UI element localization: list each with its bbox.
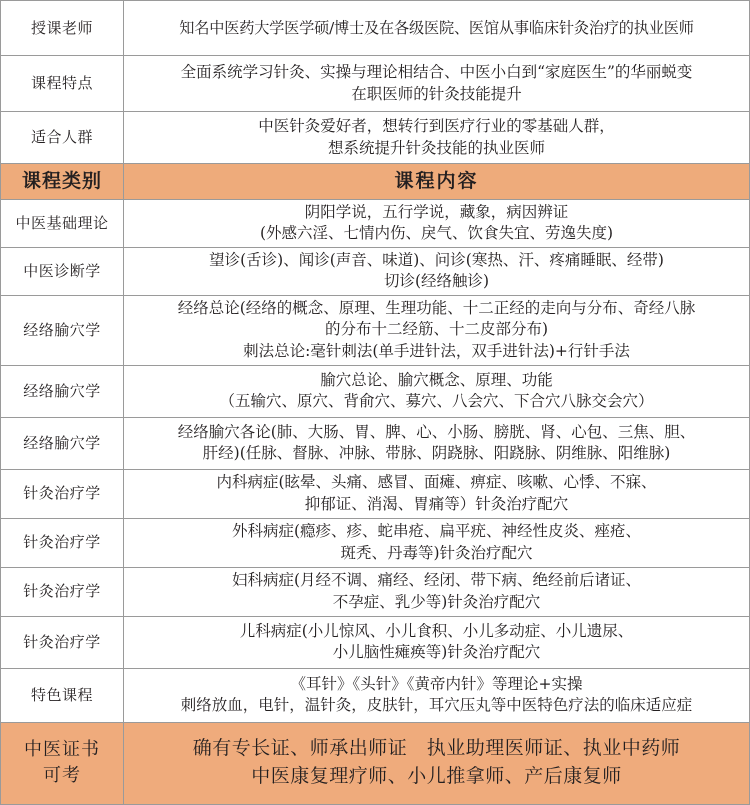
table-row: [1, 616, 750, 668]
row-content-pediatrics: [124, 616, 750, 668]
row-content-features: [124, 56, 750, 112]
row-content-diagnostics: [124, 247, 750, 295]
header-content-label: 课程内容: [124, 164, 750, 200]
content-line: 《耳针》《头针》《黄帝内针》等理论+实操: [290, 674, 583, 693]
table-body: [1, 1, 750, 805]
content-line: (外感六淫、七情内伤、戾气、饮食失宜、劳逸失度): [259, 224, 614, 243]
header-category-label: 课程类别: [1, 164, 124, 200]
row-label-surgery: 针灸治疗学: [1, 518, 124, 567]
content-line: 经络腧穴各论(肺、大肠、胃、脾、心、小肠、膀胱、肾、心包、三焦、胆、: [177, 422, 696, 441]
table-footer-row: [1, 722, 750, 804]
table-row: [1, 668, 750, 722]
row-label-meridian-3: 经络腧穴学: [1, 417, 124, 469]
row-content-surgery: [124, 518, 750, 567]
table-row: [1, 112, 750, 164]
row-label-pediatrics: 针灸治疗学: [1, 616, 124, 668]
footer-content-line: 中医康复理疗师、小儿推拿师、产后康复师: [251, 765, 622, 787]
row-label-teacher: 授课老师: [1, 1, 124, 56]
content-line: 望诊(舌诊)、闻诊(声音、味道)、问诊(寒热、汗、疼痛睡眠、经带): [209, 250, 664, 269]
content-line: 不孕症、乳少等)针灸治疗配穴: [332, 592, 541, 611]
table-row: [1, 518, 750, 567]
table-row: [1, 56, 750, 112]
content-line: 想系统提升针灸技能的执业医师: [327, 138, 545, 157]
row-content-audience: [124, 112, 750, 164]
row-label-meridian-2: 经络腧穴学: [1, 365, 124, 417]
content-line: 切诊(经络触诊): [383, 272, 490, 291]
content-line: 经络总论(经络的概念、原理、生理功能、十二正经的走向与分布、奇经八脉: [177, 298, 696, 317]
row-content-basic-theory: [124, 200, 750, 248]
content-line: 全面系统学习针灸、实操与理论相结合、中医小白到“家庭医生”的华丽蜕变: [180, 63, 693, 82]
row-label-internal-medicine: 针灸治疗学: [1, 469, 124, 518]
row-content-gynecology: [124, 567, 750, 616]
row-label-features: 课程特点: [1, 56, 124, 112]
content-line: 斑秃、丹毒等)针灸治疗配穴: [340, 543, 533, 562]
row-label-gynecology: 针灸治疗学: [1, 567, 124, 616]
footer-label-certificates: [1, 722, 124, 804]
row-label-meridian-1: 经络腧穴学: [1, 295, 124, 365]
content-line: 刺络放血，电针，温针灸，皮肤针，耳穴压丸等中医特色疗法的临床适应症: [180, 696, 693, 714]
content-line: 刺法总论:毫针刺法(单手进针法，双手进针法)+行针手法: [243, 341, 630, 360]
footer-label-line: 中医证书: [24, 738, 100, 760]
content-line: 儿科病症(小儿惊风、小儿食积、小儿多动症、小儿遗尿、: [239, 621, 634, 640]
content-line: 腧穴总论、腧穴概念、原理、功能: [320, 370, 553, 389]
row-content-teacher: [124, 1, 750, 56]
row-label-diagnostics: 中医诊断学: [1, 247, 124, 295]
content-line: 的分布十二经筋、十二皮部分布): [324, 320, 549, 339]
content-line: 外科病症(瘾疹、疹、蛇串疮、扁平疣、神经性皮炎、痤疮、: [231, 522, 642, 541]
row-label-audience: 适合人群: [1, 112, 124, 164]
table-row: [1, 200, 750, 248]
table-row: [1, 247, 750, 295]
content-line: 小儿脑性瘫痪等)针灸治疗配穴: [332, 643, 541, 661]
table-header-row: [1, 164, 750, 200]
row-content-meridian-2: [124, 365, 750, 417]
table-row: [1, 365, 750, 417]
content-line: 妇科病症(月经不调、痛经、经闭、带下病、绝经前后诸证、: [231, 571, 642, 590]
content-line: （五输穴、原穴、背俞穴、募穴、八会穴、下合穴八脉交会穴）: [219, 392, 654, 410]
row-content-special-course: [124, 668, 750, 722]
footer-content-line: 确有专长证、师承出师证 执业助理医师证、执业中药师: [192, 737, 681, 760]
table-row: [1, 469, 750, 518]
table-row: [1, 295, 750, 365]
content-line: 内科病症(眩晕、头痛、感冒、面瘫、痹症、咳嗽、心悸、不寐、: [216, 473, 657, 492]
row-content-internal-medicine: [124, 469, 750, 518]
content-line: 肝经)(任脉、督脉、冲脉、带脉、阴跷脉、阳跷脉、阴维脉、阳维脉): [202, 444, 671, 462]
content-line: 在职医师的针灸技能提升: [351, 84, 522, 103]
footer-label-line: 可考: [43, 765, 81, 786]
footer-content-certificates: [124, 722, 750, 804]
content-line: 阴阳学说，五行学说，藏象，病因辨证: [304, 203, 569, 221]
table-row: [1, 1, 750, 56]
row-label-basic-theory: 中医基础理论: [1, 200, 124, 248]
table-row: [1, 567, 750, 616]
content-line: 抑郁证、消渴、胃痛等）针灸治疗配穴: [304, 494, 569, 513]
content-line: 中医针灸爱好者，想转行到医疗行业的零基础人群，: [258, 117, 615, 136]
content-line: 知名中医药大学医学硕/博士及在各级医院、医馆从事临床针灸治疗的执业医师: [179, 18, 694, 37]
row-content-meridian-1: [124, 295, 750, 365]
row-label-special-course: 特色课程: [1, 668, 124, 722]
row-content-meridian-3: [124, 417, 750, 469]
table-row: [1, 417, 750, 469]
